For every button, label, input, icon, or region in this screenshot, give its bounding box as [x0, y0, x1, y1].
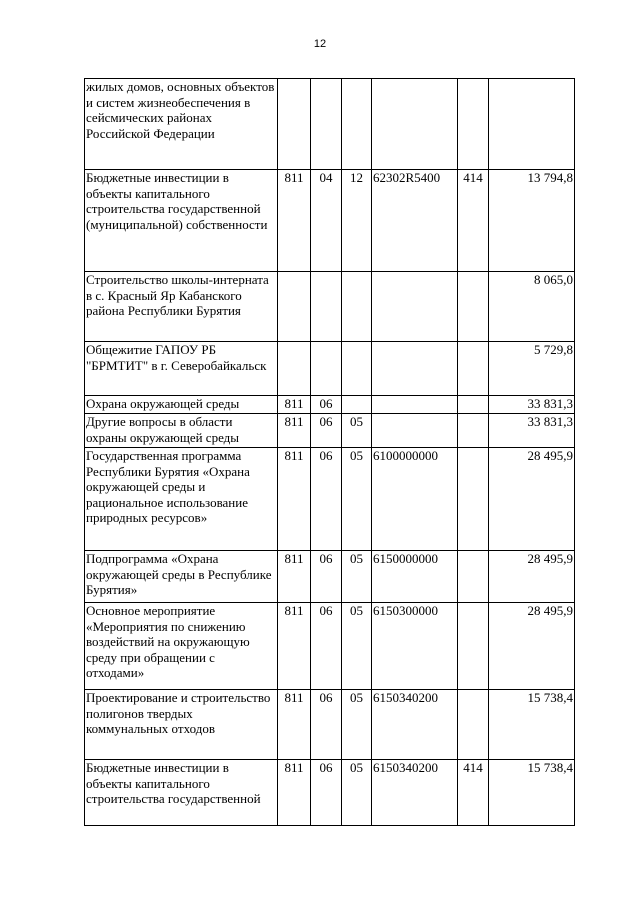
table-row [85, 690, 575, 760]
table-row [85, 272, 575, 342]
row-name-cell: Строительство школы-интерната в с. Красный Яр Кабанского района Республики Бурятия [85, 272, 278, 342]
row-ved-cell: 811 [278, 396, 311, 414]
row-rz-cell [311, 342, 342, 396]
row-name-cell: Бюджетные инвестиции в объекты капитального строительства государственной (муниципальной) собственности [85, 170, 278, 272]
row-vr-cell [458, 79, 489, 170]
row-vr-cell [458, 342, 489, 396]
row-csr-cell [372, 414, 458, 448]
row-csr-cell [372, 79, 458, 170]
row-name-cell: Охрана окружающей среды [85, 396, 278, 414]
row-amount-cell: 28 495,9 [489, 448, 575, 551]
row-name-cell: Другие вопросы в области охраны окружающей среды [85, 414, 278, 448]
row-rz-cell: 06 [311, 690, 342, 760]
row-amount-cell: 15 738,4 [489, 760, 575, 826]
row-rz-cell [311, 272, 342, 342]
row-csr-cell: 62302R5400 [372, 170, 458, 272]
table-row [85, 603, 575, 690]
table-row [85, 551, 575, 603]
row-vr-cell [458, 603, 489, 690]
row-rz-cell [311, 79, 342, 170]
row-amount-cell: 28 495,9 [489, 551, 575, 603]
row-name-cell: Бюджетные инвестиции в объекты капитального строительства государственной [85, 760, 278, 826]
row-amount-cell: 33 831,3 [489, 414, 575, 448]
row-ved-cell: 811 [278, 414, 311, 448]
row-rz-cell: 06 [311, 448, 342, 551]
row-ved-cell [278, 272, 311, 342]
table-row [85, 342, 575, 396]
row-csr-cell [372, 272, 458, 342]
row-vr-cell [458, 414, 489, 448]
row-amount-cell: 15 738,4 [489, 690, 575, 760]
row-csr-cell: 6150300000 [372, 603, 458, 690]
row-ved-cell [278, 342, 311, 396]
row-ved-cell: 811 [278, 170, 311, 272]
row-csr-cell: 6150340200 [372, 690, 458, 760]
row-pr-cell [342, 342, 372, 396]
row-amount-cell: 28 495,9 [489, 603, 575, 690]
row-pr-cell: 05 [342, 690, 372, 760]
row-rz-cell: 06 [311, 760, 342, 826]
row-name-cell: жилых домов, основных объектов и систем жизнеобеспечения в сейсмических районах Российской Федерации [85, 79, 278, 170]
budget-table [84, 78, 575, 826]
row-amount-cell: 33 831,3 [489, 396, 575, 414]
row-vr-cell [458, 396, 489, 414]
row-csr-cell [372, 342, 458, 396]
table-body [85, 79, 575, 826]
row-ved-cell: 811 [278, 760, 311, 826]
page-number: 12 [313, 38, 327, 50]
row-ved-cell: 811 [278, 690, 311, 760]
row-vr-cell [458, 551, 489, 603]
table-row [85, 760, 575, 826]
row-amount-cell [489, 79, 575, 170]
row-pr-cell [342, 79, 372, 170]
table-row [85, 414, 575, 448]
row-pr-cell [342, 396, 372, 414]
row-name-cell: Общежитие ГАПОУ РБ "БРМТИТ" в г. Северобайкальск [85, 342, 278, 396]
row-rz-cell: 06 [311, 396, 342, 414]
row-csr-cell: 6150000000 [372, 551, 458, 603]
row-pr-cell: 05 [342, 414, 372, 448]
row-rz-cell: 06 [311, 414, 342, 448]
row-amount-cell: 8 065,0 [489, 272, 575, 342]
row-csr-cell [372, 396, 458, 414]
row-ved-cell: 811 [278, 448, 311, 551]
row-vr-cell: 414 [458, 170, 489, 272]
table-row [85, 170, 575, 272]
row-vr-cell: 414 [458, 760, 489, 826]
table-row [85, 79, 575, 170]
row-csr-cell: 6150340200 [372, 760, 458, 826]
row-pr-cell [342, 272, 372, 342]
row-vr-cell [458, 448, 489, 551]
row-vr-cell [458, 690, 489, 760]
table-row [85, 448, 575, 551]
row-rz-cell: 06 [311, 603, 342, 690]
row-name-cell: Основное мероприятие «Мероприятия по снижению воздействий на окружающую среду при обращении с отходами» [85, 603, 278, 690]
row-amount-cell: 5 729,8 [489, 342, 575, 396]
row-ved-cell: 811 [278, 603, 311, 690]
row-csr-cell: 6100000000 [372, 448, 458, 551]
table-row [85, 396, 575, 414]
row-rz-cell: 06 [311, 551, 342, 603]
row-pr-cell: 05 [342, 760, 372, 826]
row-pr-cell: 05 [342, 603, 372, 690]
row-pr-cell: 05 [342, 448, 372, 551]
row-amount-cell: 13 794,8 [489, 170, 575, 272]
row-pr-cell: 12 [342, 170, 372, 272]
row-name-cell: Государственная программа Республики Бурятия «Охрана окружающей среды и рациональное использование природных ресурсов» [85, 448, 278, 551]
row-vr-cell [458, 272, 489, 342]
row-name-cell: Проектирование и строительство полигонов твердых коммунальных отходов [85, 690, 278, 760]
row-rz-cell: 04 [311, 170, 342, 272]
row-pr-cell: 05 [342, 551, 372, 603]
row-ved-cell: 811 [278, 551, 311, 603]
row-ved-cell [278, 79, 311, 170]
row-name-cell: Подпрограмма «Охрана окружающей среды в Республике Бурятия» [85, 551, 278, 603]
